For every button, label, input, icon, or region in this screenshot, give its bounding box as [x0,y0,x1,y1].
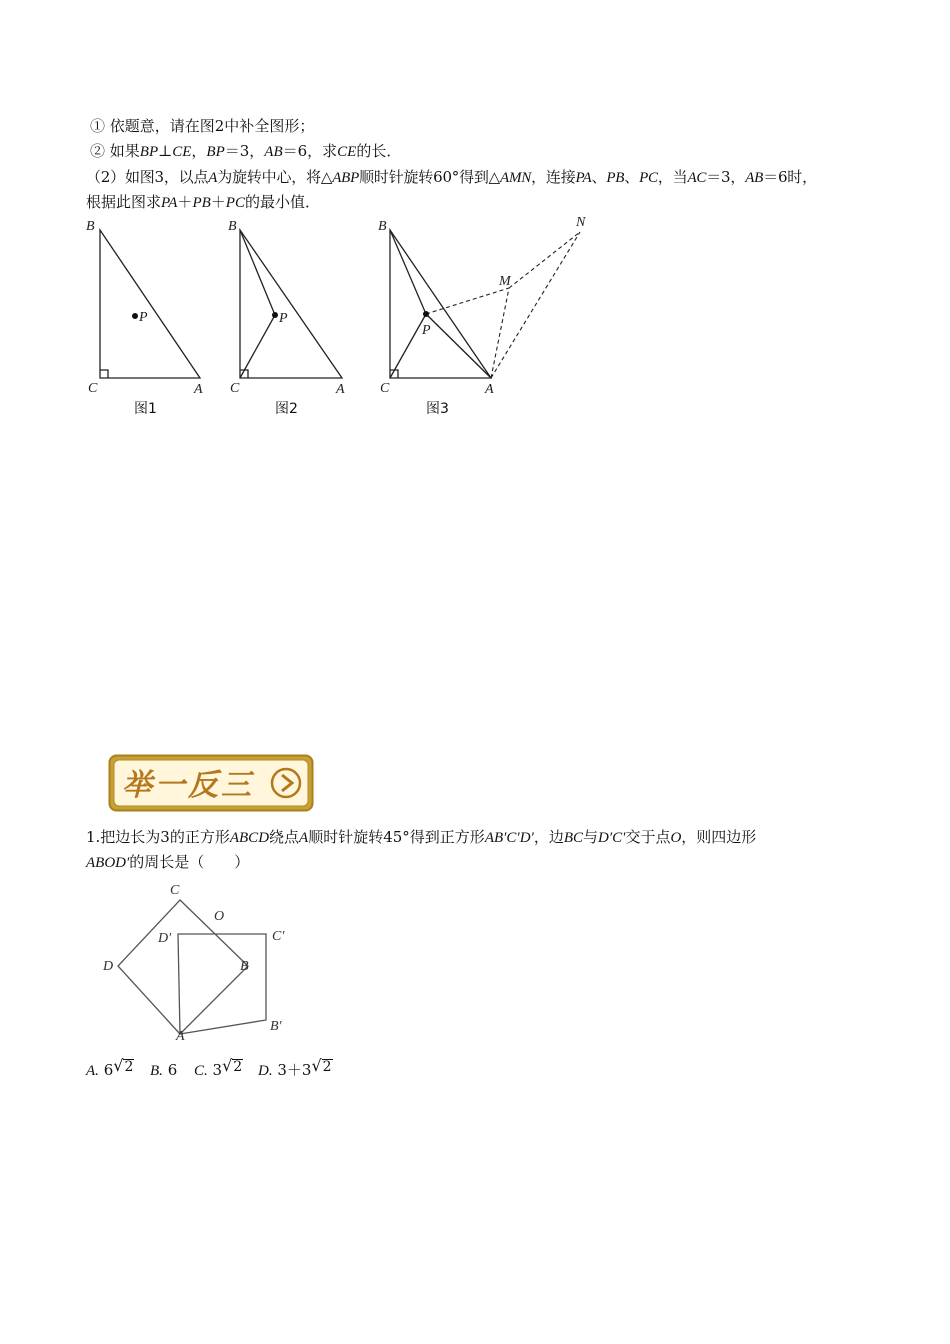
text-span: 交于点 [625,828,671,846]
math-span: PB [606,170,625,186]
text-span: ，边 [533,828,564,846]
fig3-label-m: M [499,274,511,289]
label-b: B [240,959,249,974]
text-span: ＝6，求 [282,142,338,160]
math-span: CE [337,144,357,160]
text-span: 为旋转中心，将△ [217,168,333,186]
math-span: BP [206,144,225,160]
label-d: D [103,959,114,974]
math-span: PC [639,170,658,186]
fig2-segment-cp [240,315,275,378]
text-span: ＋ [210,193,226,211]
option-c[interactable] [194,1058,243,1083]
practice-badge [108,754,314,812]
fig3-label-p: P [422,323,431,338]
badge-text: 举一反三 [122,768,254,803]
badge-arrow-circle [272,769,300,797]
fig3-dashed-an [491,232,580,378]
option-a-radicand: 2 [124,1059,134,1075]
text-span: 根据此图求 [86,193,162,211]
fig3-dashed-am [491,288,509,378]
fig2-point-p [272,312,278,318]
fig3-caption: 图3 [426,401,449,417]
sub-question-1 [90,116,314,136]
option-a-label: A. [86,1063,99,1079]
text-span: 、 [624,168,640,186]
math-span: O [670,830,682,846]
option-a-value: 6 [103,1061,114,1079]
fig2-label-a: A [336,382,345,397]
text-span: （2）如图3，以点 [86,168,209,186]
text-span: 1.把边长为3的正方形 [86,828,230,846]
math-span: CE [172,144,192,160]
math-span: AB [264,144,283,160]
fig2-triangle [240,230,342,378]
math-span: PB [192,195,211,211]
label-o: O [214,909,225,924]
question-2-line-1 [86,167,817,188]
math-span: D′C′ [598,830,626,846]
fig1-point-p [132,313,138,319]
fig1-right-angle [100,370,108,378]
sub-question-1-text: ① 依题意，请在图2中补全图形； [90,117,315,135]
math-span: PA [161,195,178,211]
text-span: ② 如果 [90,142,140,160]
math-span: ABOD′ [86,855,130,871]
math-span: AB′C′D′ [484,830,534,846]
sqrt-icon: √ [113,1056,124,1075]
fig3-label-a: A [485,382,494,397]
option-d[interactable] [258,1058,333,1083]
option-d-radicand: 2 [322,1059,332,1075]
text-span: 顺时针旋转45°得到正方形 [308,828,485,846]
text-span: ，连接 [531,168,576,186]
text-span: ，则四边形 [681,828,757,846]
label-d-prime: D′ [158,931,172,946]
option-d-label: D. [258,1063,273,1079]
option-b-label: B. [150,1063,163,1079]
text-span: ＝3， [706,168,746,186]
math-span: PA [575,170,592,186]
fig1-label-c: C [88,381,98,396]
option-c-value: 3 [212,1061,223,1079]
math-span: AMN [500,170,532,186]
square-ab-c-d-prime [178,934,266,1034]
math-span: ABP [332,170,360,186]
math-span: A [299,830,309,846]
text-span: 与 [583,828,599,846]
text-span: 的周长是（ ） [129,853,250,871]
option-b-value: 6 [167,1061,178,1079]
text-span: ＝6时， [763,168,817,186]
text-span: 的最小值． [244,193,320,211]
fig2-label-b: B [228,219,237,234]
text-span: ⊥ [158,142,173,160]
fig1-label-b: B [86,219,95,234]
fig3-point-p [423,311,429,317]
fig1-triangle [100,230,200,378]
fig3-segment-bp [390,230,426,314]
text-span: ， [191,142,207,160]
sub-question-2 [90,141,401,162]
text-span: ＋ [177,193,193,211]
math-span: PC [225,195,245,211]
math-span: A [208,170,218,186]
text-span: ，当 [657,168,688,186]
fig2-label-c: C [230,381,240,396]
option-d-value: 3＋3 [277,1061,312,1079]
sqrt-icon: √ [222,1056,233,1075]
triangle-figures [80,210,610,425]
fig3-segment-cp [390,314,426,378]
math-span: AB [745,170,764,186]
math-span: BP [139,144,159,160]
text-span: 的长． [356,142,402,160]
question-1-line-1 [86,827,756,848]
text-span: 绕点 [269,828,300,846]
fig3-label-n: N [576,215,586,230]
option-c-radicand: 2 [233,1059,243,1075]
sqrt-icon: √ [311,1056,322,1075]
math-span: AC [687,170,707,186]
option-c-label: C. [194,1063,208,1079]
math-span: BC [563,830,584,846]
square-rotation-figure [98,878,308,1048]
option-b[interactable] [150,1058,177,1083]
text-span: ＝3， [224,142,265,160]
label-c-prime: C′ [272,929,285,944]
fig2-caption: 图2 [275,401,298,417]
fig3-label-c: C [380,381,390,396]
text-span: 、 [591,168,607,186]
math-span: ABCD [229,830,270,846]
question-1-line-2 [86,852,249,873]
label-b-prime: B′ [270,1019,282,1034]
fig1-caption: 图1 [134,401,157,417]
fig3-label-b: B [378,219,387,234]
text-span: 顺时针旋转60°得到△ [359,168,501,186]
fig3-triangle [390,230,491,378]
label-c: C [170,883,180,898]
fig1-label-p: P [139,310,148,325]
fig3-dashed-mn [509,232,580,288]
label-a: A [176,1029,185,1044]
option-a[interactable] [86,1058,134,1083]
fig2-label-p: P [279,311,288,326]
square-abcd [118,900,248,1034]
fig1-label-a: A [194,382,203,397]
